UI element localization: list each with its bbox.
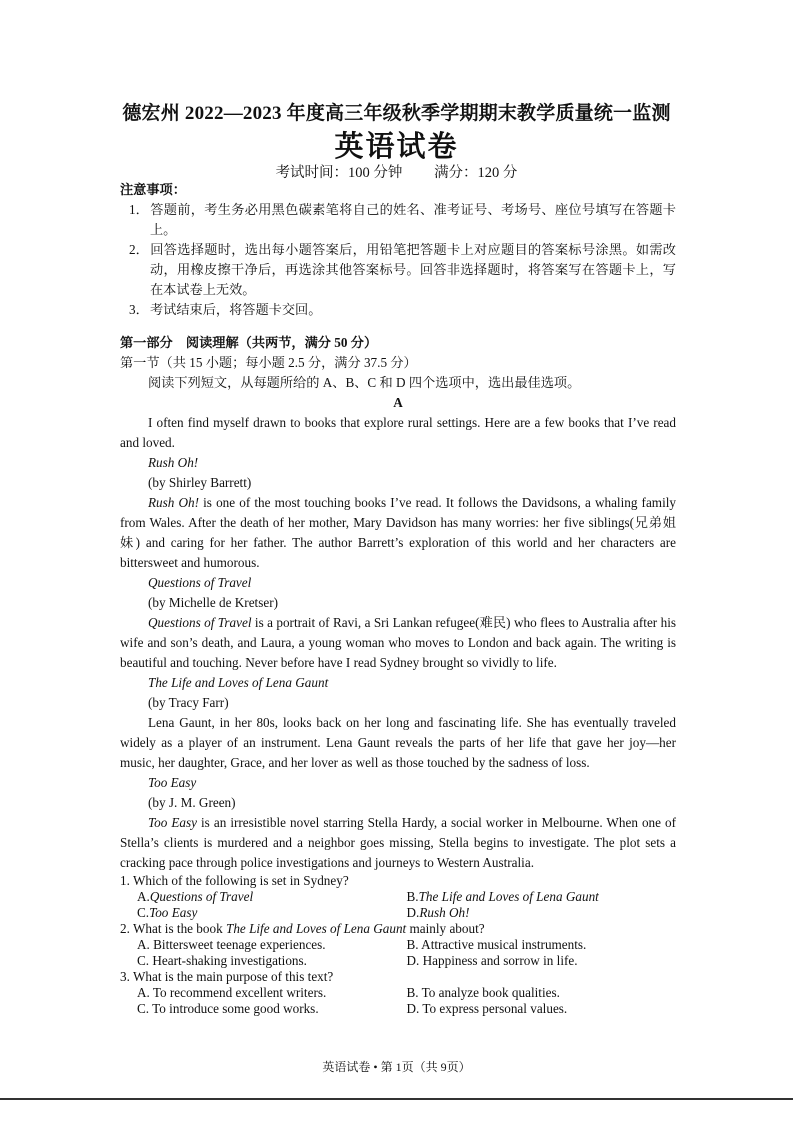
subject-title: 英语试卷 (334, 131, 459, 163)
question-options (120, 937, 676, 953)
passage-intro: I often find myself drawn to books that explore rural settings. Here are a few books that I’ve read and loved. (120, 415, 676, 450)
question-options (120, 1001, 676, 1017)
book-title: Rush Oh! (148, 455, 199, 470)
question-options (120, 953, 676, 969)
exam-title: 德宏州 2022—2023 年度高三年级秋季学期期末教学质量统一监测 (122, 103, 671, 124)
book-description: Too Easy is an irresistible novel starring Stella Hardy, a social worker in Melbourne. When one of Stella’s clients is murdered and a neighbor goes missing, Stella begins to investigate. The plot sets a cracking pace through police investigations and journeys to Western Australia. (120, 815, 676, 870)
book-title: The Life and Loves of Lena Gaunt (148, 675, 329, 690)
question: 1. Which of the following is set in Sydney? (120, 873, 349, 888)
question: 3. What is the main purpose of this text? (120, 969, 334, 984)
exam-time: 考试时间：100 分钟 (275, 165, 403, 181)
notes-title: 注意事项： (120, 182, 186, 197)
question-options (120, 985, 676, 1001)
option-a: A.Questions of Travel (137, 889, 254, 904)
content (120, 180, 676, 1017)
option-a: A. To recommend excellent writers. (137, 985, 327, 1000)
question-options (120, 889, 676, 905)
book-author: (by Tracy Farr) (148, 695, 229, 710)
book-description: Questions of Travel is a portrait of Ravi, a Sri Lankan refugee(难民) who flees to Australia after his wife and son’s death, and Laura, a young woman who moves to London and back again. The writing is beautiful and touching. Never before have I read Sydney brought so vividly to life. (120, 615, 676, 670)
option-c: C. To introduce some good works. (137, 1001, 319, 1016)
book-author: (by Shirley Barrett) (148, 475, 252, 490)
passage-label: A (393, 395, 403, 410)
note-item: 2．回答选择题时，选出每小题答案后，用铅笔把答题卡上对应题目的答案标号涂黑。如需改动，用橡皮擦干净后，再选涂其他答案标号。回答非选择题时，将答案写在答题卡上，写在本试卷上无效。 (129, 242, 676, 297)
section-title: 第一节（共 15 小题；每小题 2.5 分，满分 37.5 分） (120, 355, 417, 370)
option-a: A. Bittersweet teenage experiences. (137, 937, 326, 952)
book-author: (by J. M. Green) (148, 795, 236, 810)
book-author: (by Michelle de Kretser) (148, 595, 278, 610)
question-options (120, 905, 676, 921)
option-c: C. Heart-shaking investigations. (137, 953, 307, 968)
option-b: B. Attractive musical instruments. (406, 937, 587, 952)
option-d: D. To express personal values. (406, 1001, 568, 1016)
book-description: Lena Gaunt, in her 80s, looks back on her long and fascinating life. She has eventually traveled widely as a player of an instrument. Lena Gaunt reveals the parts of her life that gave her joy—her music, her daughter, Grace, and her lover as well as those touched by the sadness of loss. (120, 715, 676, 770)
note-item: 3．考试结束后，将答题卡交回。 (129, 302, 322, 317)
option-d: D. Happiness and sorrow in life. (406, 953, 578, 968)
question: 2. What is the book The Life and Loves of Lena Gaunt mainly about? (120, 921, 485, 936)
exam-info (0, 161, 793, 182)
instruction: 阅读下列短文，从每题所给的 A、B、C 和 D 四个选项中，选出最佳选项。 (148, 375, 581, 390)
option-b: B.The Life and Loves of Lena Gaunt (406, 889, 599, 904)
option-d: D.Rush Oh! (406, 905, 470, 920)
book-description: Rush Oh! is one of the most touching books I’ve read. It follows the Davidsons, a whaling family from Wales. After the death of her mother, Mary Davidson has many worries: her five siblings(兄弟姐妹) and caring for her father. The author Barrett’s exploration of this world and her characters are bittersweet and humorous. (120, 495, 676, 570)
bottom-rule (0, 1098, 793, 1100)
book-title: Questions of Travel (148, 575, 252, 590)
exam-score: 满分：120 分 (434, 165, 518, 181)
note-item: 1．答题前，考生务必用黑色碳素笔将自己的姓名、准考证号、考场号、座位号填写在答题卡上。 (129, 202, 676, 237)
book-title: Too Easy (148, 775, 197, 790)
option-c: C.Too Easy (137, 905, 198, 920)
option-b: B. To analyze book qualities. (406, 985, 560, 1000)
part-title: 第一部分 阅读理解（共两节，满分 50 分） (120, 335, 378, 350)
page-footer: 英语试卷 • 第 1页（共 9页） (322, 1060, 471, 1074)
